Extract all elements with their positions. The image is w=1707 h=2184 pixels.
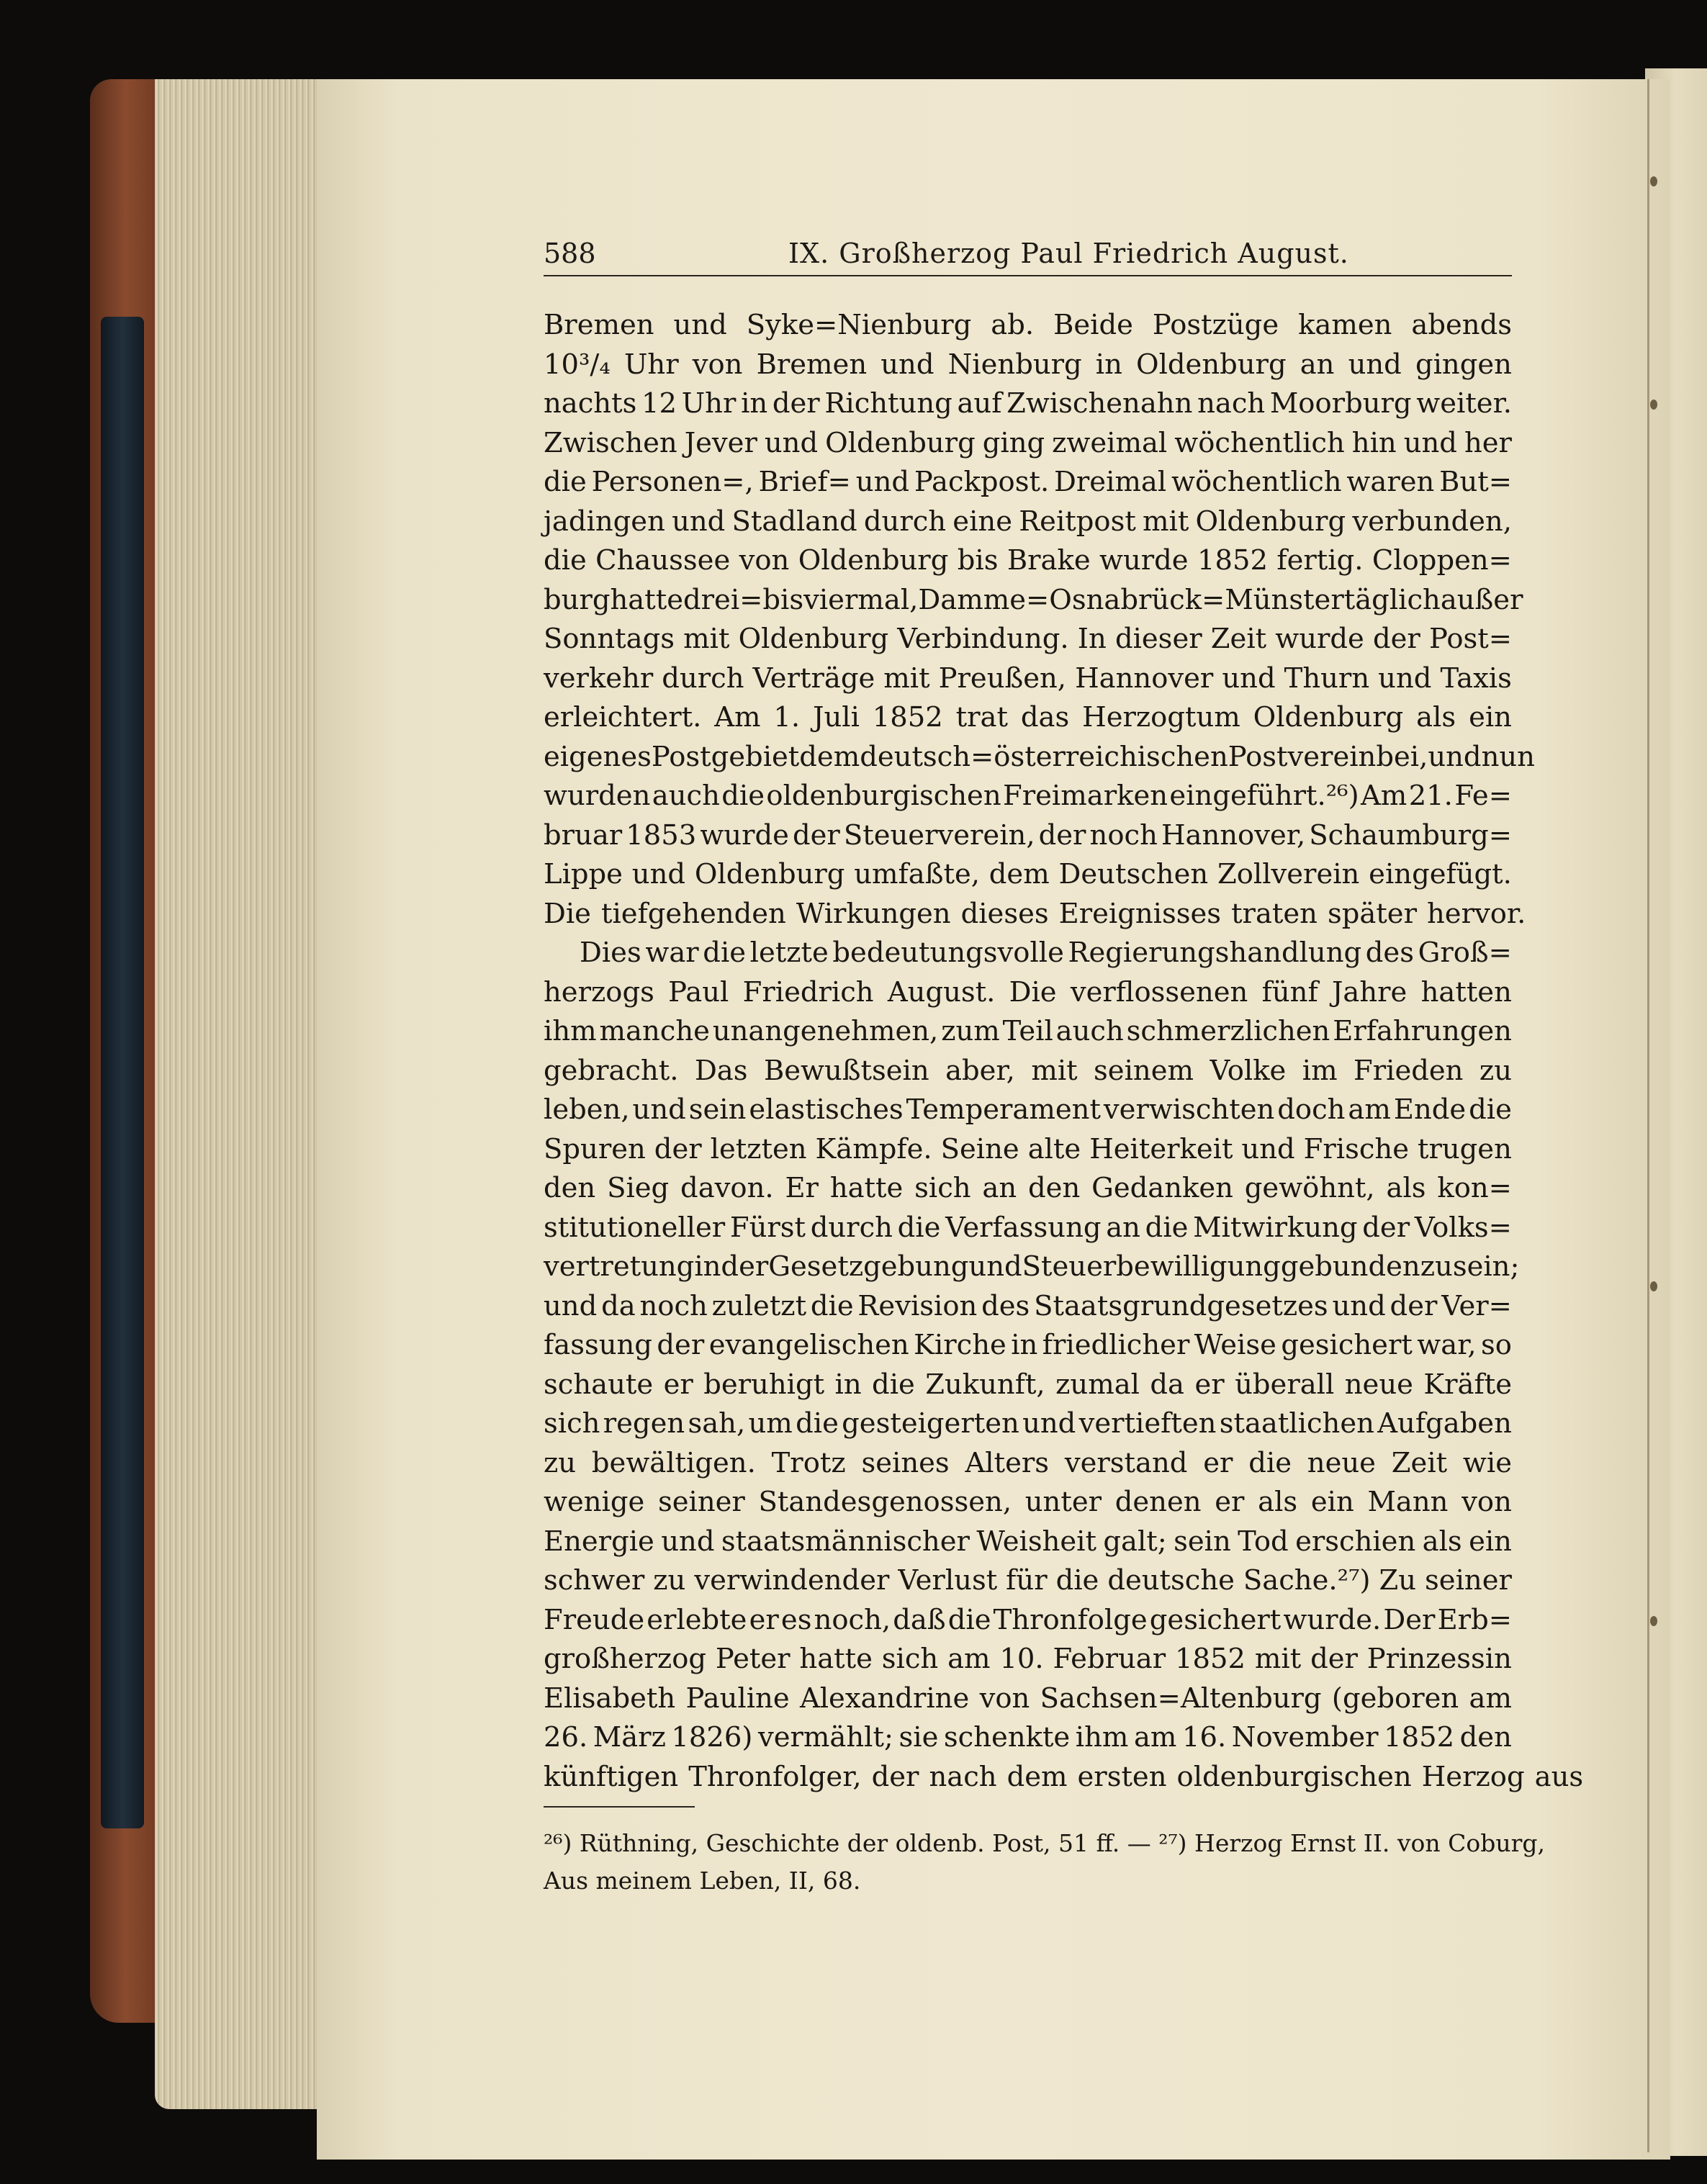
text-line: Lippe und Oldenburg umfaßte, dem Deutschen Zollverein eingefügt. bbox=[544, 858, 1512, 890]
text-line: Energie und staatsmännischer Weisheit galt; sein Tod erschien als ein bbox=[544, 1525, 1512, 1558]
text-line: nachts 12 Uhr in der Richtung auf Zwischenahn nach Moorburg weiter. bbox=[544, 387, 1512, 420]
footnote-rule bbox=[544, 1806, 695, 1808]
text-line: erleichtert. Am 1. Juli 1852 trat das Herzogtum Oldenburg als ein bbox=[544, 701, 1512, 734]
page-number: 588 bbox=[544, 238, 596, 269]
text-line: gebracht. Das Bewußtsein aber, mit seinem Volke im Frieden zu bbox=[544, 1054, 1512, 1087]
text-line: Freude erlebte er es noch, daß die Thronfolge gesichert wurde. Der Erb= bbox=[544, 1603, 1512, 1636]
text-line: Die tiefgehenden Wirkungen dieses Ereignisses traten später hervor. bbox=[544, 897, 1526, 930]
running-header bbox=[544, 238, 1512, 275]
text-line: die Personen=, Brief= und Packpost. Dreimal wöchentlich waren But= bbox=[544, 466, 1512, 498]
text-line: 10³/₄ Uhr von Bremen und Nienburg in Oldenburg an und gingen bbox=[544, 348, 1512, 381]
running-title: IX. Großherzog Paul Friedrich August. bbox=[788, 238, 1349, 269]
text-line: eigenes Postgebiet dem deutsch=österreichischen Postverein bei, und nun bbox=[544, 740, 1535, 773]
text-line: bruar 1853 wurde der Steuerverein, der noch Hannover, Schaumburg= bbox=[544, 818, 1512, 852]
stitch-mark bbox=[1650, 1281, 1657, 1291]
page-edges bbox=[155, 79, 328, 2109]
text-line: leben, und sein elastisches Temperament verwischten doch am Ende die bbox=[544, 1093, 1512, 1126]
text-line: sich regen sah, um die gesteigerten und vertieften staatlichen Aufgaben bbox=[544, 1407, 1512, 1440]
text-line: wenige seiner Standesgenossen, unter denen er als ein Mann von bbox=[544, 1486, 1512, 1518]
text-line: und da noch zuletzt die Revision des Staatsgrundgesetzes und der Ver= bbox=[544, 1289, 1512, 1322]
text-line: künftigen Thronfolger, der nach dem ersten oldenburgischen Herzog aus bbox=[544, 1760, 1584, 1793]
header-rule bbox=[544, 275, 1512, 276]
text-line: zu bewältigen. Trotz seines Alters verstand er die neue Zeit wie bbox=[544, 1446, 1512, 1479]
gutter bbox=[1647, 79, 1649, 2152]
footnote-line: ²⁶) Rüthning, Geschichte der oldenb. Post, 51 ff. — ²⁷) Herzog Ernst II. von Coburg, bbox=[544, 1829, 1545, 1857]
text-line: schwer zu verwindender Verlust für die deutsche Sache.²⁷) Zu seiner bbox=[544, 1564, 1512, 1597]
text-line: burg hatte drei= bis viermal, Damme=Osnabrück=Münster täglich außer bbox=[544, 583, 1523, 616]
body-text bbox=[544, 306, 1584, 1797]
stitch-mark bbox=[1650, 1616, 1657, 1626]
text-line: Dies war die letzte bedeutungsvolle Regierungshandlung des Groß= bbox=[580, 937, 1512, 969]
text-line: den Sieg davon. Er hatte sich an den Gedanken gewöhnt, als kon= bbox=[544, 1172, 1512, 1204]
text-line: Spuren der letzten Kämpfe. Seine alte Heiterkeit und Frische trugen bbox=[544, 1132, 1512, 1165]
text-line: schaute er beruhigt in die Zukunft, zumal da er überall neue Kräfte bbox=[544, 1368, 1512, 1401]
text-line: jadingen und Stadland durch eine Reitpost mit Oldenburg verbunden, bbox=[544, 505, 1512, 538]
text-line: Bremen und Syke=Nienburg ab. Beide Postzüge kamen abends bbox=[544, 309, 1512, 341]
text-line: Sonntags mit Oldenburg Verbindung. In dieser Zeit wurde der Post= bbox=[544, 623, 1512, 655]
text-line: stitutioneller Fürst durch die Verfassung an die Mitwirkung der Volks= bbox=[544, 1211, 1512, 1244]
text-line: verkehr durch Verträge mit Preußen, Hannover und Thurn und Taxis bbox=[544, 662, 1512, 695]
text-line: fassung der evangelischen Kirche in friedlicher Weise gesichert war, so bbox=[544, 1329, 1512, 1361]
text-line: Zwischen Jever und Oldenburg ging zweimal wöchentlich hin und her bbox=[544, 426, 1512, 459]
text-line: wurden auch die oldenburgischen Freimarken eingeführt.²⁶) Am 21. Fe= bbox=[544, 780, 1512, 812]
footnotes bbox=[544, 1825, 1545, 1900]
text-line: die Chaussee von Oldenburg bis Brake wurde 1852 fertig. Cloppen= bbox=[544, 544, 1512, 577]
stitch-mark bbox=[1650, 176, 1657, 186]
text-line: großherzog Peter hatte sich am 10. Februar 1852 mit der Prinzessin bbox=[544, 1643, 1512, 1675]
text-line: herzogs Paul Friedrich August. Die verflossenen fünf Jahre hatten bbox=[544, 975, 1512, 1008]
footnote-line: Aus meinem Leben, II, 68. bbox=[544, 1867, 861, 1895]
text-line: vertretung in der Gesetzgebung und Steuerbewilligung gebunden zu sein; bbox=[544, 1250, 1520, 1283]
text-line: ihm manche unangenehmen, zum Teil auch schmerzlichen Erfahrungen bbox=[544, 1015, 1512, 1047]
text-line: Elisabeth Pauline Alexandrine von Sachsen=Altenburg (geboren am bbox=[544, 1682, 1512, 1715]
text-line: 26. März 1826) vermählt; sie schenkte ihm am 16. November 1852 den bbox=[544, 1721, 1512, 1754]
spine-label bbox=[101, 317, 144, 1828]
stitch-mark bbox=[1650, 400, 1657, 410]
